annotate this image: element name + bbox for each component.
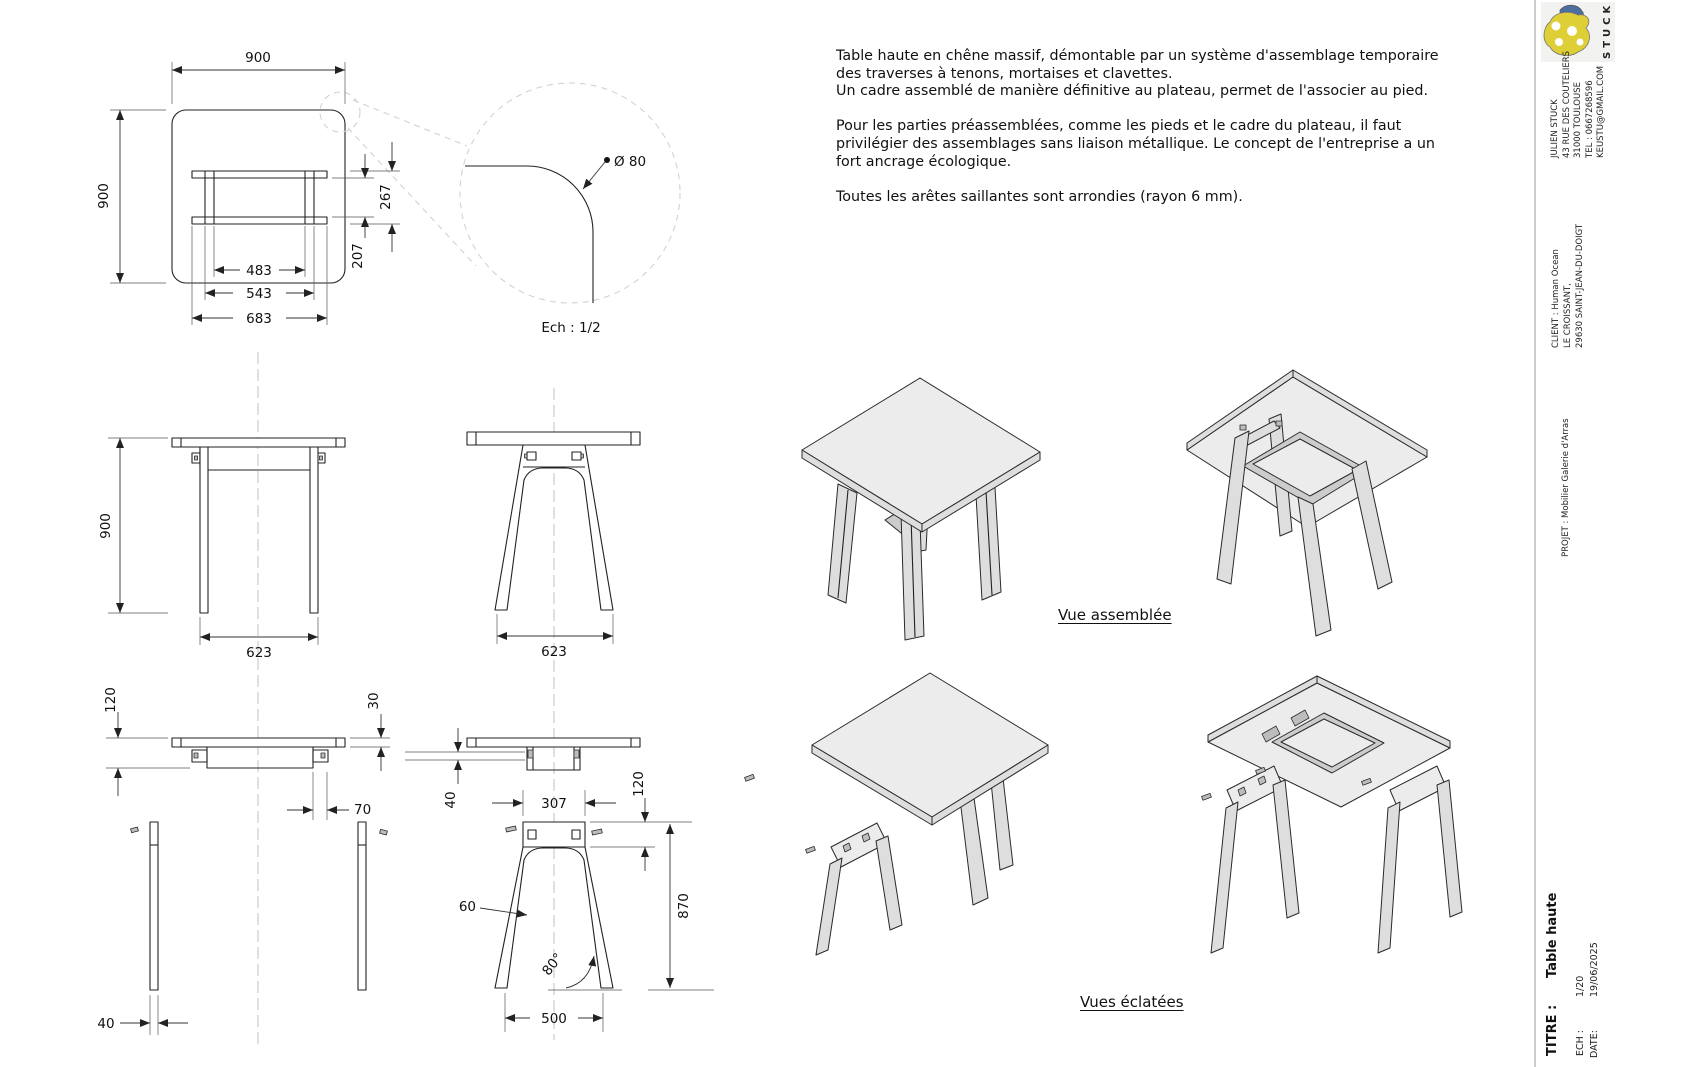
contact-line: JULIEN STUCK bbox=[1550, 99, 1560, 158]
dim-exs-angle: 80° bbox=[539, 950, 567, 979]
dim-plan-267: 267 bbox=[378, 184, 394, 210]
description-line: privilégier des assemblages sans liaison métallique. Le concept de l'entreprise a un bbox=[836, 135, 1435, 152]
dim-plan-depth: 900 bbox=[96, 183, 112, 209]
client-line: 29630 SAINT-JEAN-DU-DOIGT bbox=[1575, 223, 1585, 348]
contact-block bbox=[1550, 51, 1606, 159]
project-label: PROJET : Mobilier Galerie d'Arras bbox=[1561, 418, 1571, 557]
title-value: Table haute bbox=[1545, 892, 1560, 978]
contact-line: 31000 TOULOUSE bbox=[1573, 82, 1583, 158]
clavette-pin bbox=[506, 826, 517, 832]
front-view bbox=[172, 438, 345, 613]
dim-exs-40: 40 bbox=[443, 791, 459, 809]
clavette-pin bbox=[806, 846, 816, 853]
detail-view bbox=[460, 83, 680, 336]
description-line: des traverses à tenons, mortaises et clavettes. bbox=[836, 65, 1173, 82]
title-label: TITRE : bbox=[1545, 1004, 1560, 1056]
clavette-pin bbox=[1202, 793, 1212, 800]
side-view-dimensions bbox=[497, 614, 613, 660]
clavette-pin bbox=[745, 774, 755, 781]
scale-label: ECH : bbox=[1575, 1030, 1586, 1056]
client-line: LE CROISSANT, bbox=[1563, 283, 1573, 348]
dim-plan-width: 900 bbox=[245, 50, 271, 66]
clavette-pin bbox=[1240, 425, 1246, 430]
dim-exs-500: 500 bbox=[541, 1011, 567, 1027]
contact-line: TEL : 0667268596 bbox=[1585, 80, 1595, 158]
description-line: Un cadre assemblé de manière définitive au plateau, permet de l'associer au pied. bbox=[836, 83, 1429, 100]
clavette-pin bbox=[380, 829, 388, 835]
dim-exf-40: 40 bbox=[97, 1016, 115, 1032]
dim-side-width: 623 bbox=[541, 644, 567, 660]
description-line: Table haute en chêne massif, démontable par un système d'assemblage temporaire bbox=[836, 48, 1439, 64]
dim-exf-30: 30 bbox=[366, 692, 382, 710]
dim-exs-120: 120 bbox=[631, 771, 647, 797]
iso-assembled-top bbox=[802, 378, 1040, 640]
logo-wordmark: STUCK bbox=[1602, 1, 1613, 59]
dim-exs-60: 60 bbox=[458, 899, 476, 915]
dim-front-height: 900 bbox=[98, 513, 114, 539]
dim-exf-70: 70 bbox=[354, 802, 372, 818]
dim-exs-870: 870 bbox=[676, 893, 692, 919]
date-label: DATE: bbox=[1589, 1030, 1600, 1058]
exploded-front-view bbox=[131, 738, 388, 990]
dim-plan-543: 543 bbox=[246, 286, 272, 302]
dim-exs-307: 307 bbox=[541, 796, 567, 812]
description-line: Pour les parties préassemblées, comme les pieds et le cadre du plateau, il faut bbox=[836, 118, 1402, 135]
client-block bbox=[1551, 223, 1585, 348]
description-line: Toutes les arêtes saillantes sont arrondies (rayon 6 mm). bbox=[836, 188, 1243, 205]
dim-exf-120: 120 bbox=[103, 687, 119, 713]
title-block bbox=[1535, 0, 1615, 1067]
title-fields bbox=[1545, 892, 1600, 1058]
exploded-view-label: Vues éclatées bbox=[1080, 993, 1184, 1011]
clavette-pin bbox=[1276, 421, 1282, 426]
iso-assembled-bottom bbox=[1187, 370, 1427, 636]
scale-value: 1/20 bbox=[1575, 975, 1586, 997]
contact-line: 43 RUE DES COUTELIERS bbox=[1562, 50, 1572, 158]
client-line: CLIENT : Human Ocean bbox=[1551, 249, 1561, 348]
dim-corner-radius: Ø 80 bbox=[614, 154, 647, 170]
assembled-view-label: Vue assemblée bbox=[1058, 606, 1172, 624]
description-line: fort ancrage écologique. bbox=[836, 153, 1012, 170]
plan-view bbox=[172, 92, 476, 283]
date-value: 19/06/2025 bbox=[1589, 942, 1600, 997]
stuck-logo bbox=[1541, 2, 1615, 62]
description-line bbox=[836, 171, 1396, 189]
contact-line: KEUSTU@GMAIL.COM bbox=[1596, 65, 1606, 158]
iso-exploded-top bbox=[745, 673, 1048, 955]
description-text bbox=[836, 48, 1439, 206]
dim-plan-683: 683 bbox=[246, 311, 272, 327]
clavette-pin bbox=[131, 827, 139, 833]
detail-scale-label: Ech : 1/2 bbox=[541, 320, 601, 336]
dim-plan-207: 207 bbox=[350, 243, 366, 269]
clavette-pin bbox=[592, 829, 603, 835]
dim-plan-483: 483 bbox=[246, 263, 272, 279]
exploded-side-dimensions bbox=[405, 728, 714, 1032]
iso-exploded-bottom bbox=[1202, 676, 1462, 953]
dim-front-width: 623 bbox=[246, 645, 272, 661]
description-line bbox=[836, 101, 1396, 119]
side-view bbox=[467, 432, 640, 610]
